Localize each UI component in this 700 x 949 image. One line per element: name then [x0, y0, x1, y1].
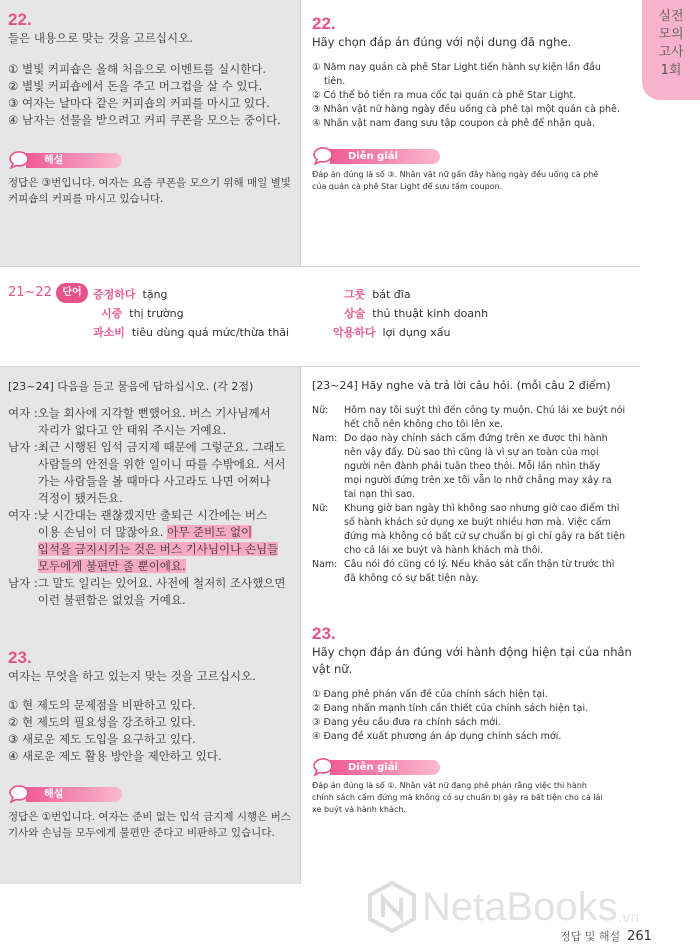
explanation-text: chính sách cấm đứng mà không có sự chuẩn bị gây ra bất tiện cho cả lái: [312, 793, 603, 802]
q23-korean: [8, 648, 298, 841]
explanation-text: 정답은 ③번입니다. 여자는 요즘 쿠폰을 모으기 위해 매일 별빛: [8, 177, 291, 189]
explanation-text: 정답은 ①번입니다. 여자는 준비 없는 입석 금지제 시행은 버스: [8, 811, 291, 823]
option-1-cont: tiên.: [324, 76, 346, 87]
q22-korean: [8, 10, 298, 207]
vocab-item: 시중 thị trường: [101, 307, 184, 320]
speech-bubble-icon: [8, 785, 30, 803]
section-header: [23~24] 다음을 듣고 물음에 답하십시오. (각 2점): [8, 380, 254, 393]
explanation-text: 커피숍의 커피를 마시고 있습니다.: [8, 193, 164, 205]
watermark-suffix: .vn: [617, 910, 640, 926]
footer-label: 정답 및 해설: [560, 930, 621, 943]
explanation-tag: [8, 785, 298, 803]
option-3: ③ Nhân vật nữ hàng ngày đều uống cà phê tại một quán cà phê.: [312, 104, 620, 115]
side-tab-line: 모의: [658, 27, 684, 42]
section-separator: [0, 266, 640, 267]
page-footer: [560, 928, 700, 944]
explanation-label: 해설: [26, 153, 122, 168]
option-2: ② 별빛 커피숍에서 돈을 주고 머그컵을 살 수 있다.: [8, 79, 263, 93]
highlighted-text: 입석을 금지시키는 것은 버스 기사님이나 손님들: [37, 542, 279, 556]
q2324-korean: [8, 378, 298, 609]
explanation-text: của quán cà phê Star Light để sưu tầm coupon.: [312, 182, 503, 191]
explanation-label: 해설: [26, 787, 122, 802]
option-3: ③ 새로운 제도 도입을 요구하고 있다.: [8, 732, 196, 746]
explanation-label: Diễn giải: [330, 149, 440, 164]
dialogue-line: Nữ: Khung giờ ban ngày thì không sao nhưng giờ cao điểm thì số hành khách sử dụng xe buýt nhiều hơn mà. Việc cấm đứng mà không có bất cứ sự chuẩn bị gì chỉ gây ra bất tiện cho cả lái xe buýt và hành khách mà thôi.: [312, 503, 626, 556]
vocab-left-list: [88, 285, 328, 342]
option-1: ① Năm nay quán cà phê Star Light tiến hành sự kiện lần đầu: [312, 62, 601, 73]
option-2: ② Có thể bỏ tiền ra mua cốc tại quán cà phê Star Light.: [312, 90, 577, 101]
option-1: ① Đang phê phán vấn đề của chính sách hiện tại.: [312, 689, 548, 700]
explanation-tag: [312, 147, 632, 165]
question-prompt: 들은 내용으로 맞는 것을 고르십시오.: [8, 31, 193, 45]
column-divider: [300, 366, 301, 884]
vocab-item: 그릇 bát đĩa: [344, 288, 411, 301]
side-tab-line: 실전: [658, 9, 684, 24]
q2324-vietnamese: [312, 378, 634, 586]
question-number: 22.: [8, 10, 32, 29]
option-4: ④ 남자는 선물을 받으려고 커피 쿠폰을 모으는 중이다.: [8, 113, 281, 127]
option-4: ④ Nhân vật nam đang sưu tập coupon cà phê để nhận quà.: [312, 118, 595, 129]
option-1: ① 현 제도의 문제점을 비판하고 있다.: [8, 698, 196, 712]
vocabulary-section: [8, 283, 638, 353]
question-prompt: Hãy chọn đáp án đúng với hành động hiện tại của nhân: [312, 645, 632, 659]
option-3: ③ 여자는 날마다 같은 커피숍의 커피를 마시고 있다.: [8, 96, 270, 110]
option-2: ② Đang nhấn mạnh tính cần thiết của chính sách hiện tại.: [312, 703, 589, 714]
speech-bubble-icon: [312, 147, 334, 165]
watermark-brand: NetaBooks: [422, 884, 618, 929]
vocab-item: 증정하다 tặng: [93, 288, 168, 301]
highlighted-text: 아무 준비도 없이: [167, 525, 253, 539]
dialogue-line: Nam: Câu nói đó cũng có lý. Nếu khảo sát cẩn thận từ trước thì đã không có sự bất tiện này.: [312, 559, 615, 584]
vocab-badge: 단어: [56, 283, 88, 303]
vocab-item: 상술 thủ thuật kinh doanh: [344, 307, 489, 320]
side-tab-label: [646, 8, 696, 80]
option-1: ① 별빛 커피숍은 올해 처음으로 이벤트를 실시한다.: [8, 62, 267, 76]
question-prompt: 여자는 무엇을 하고 있는지 맞는 것을 고르십시오.: [8, 669, 256, 683]
column-divider: [300, 0, 301, 266]
highlighted-text: 모두에게 불편만 줄 뿐이에요.: [37, 559, 186, 573]
explanation-text: Đáp án đúng là số ③. Nhân vật nữ gần đây hàng ngày đều uống cà phê: [312, 170, 599, 179]
q23-vietnamese: [312, 624, 634, 816]
dialogue-line: 여자 : 낮 시간대는 괜찮겠지만 출퇴근 시간에는 버스 이용 손님이 더 많잖아요. 아무 준비도 없이 입석을 금지시키는 것은 버스 기사님이나 손님들 모두에게 불편만 줄 뿐이에요.: [8, 508, 279, 573]
question-prompt-cont: vật nữ.: [312, 662, 353, 676]
dialogue-line: 남자 : 최근 시행된 입석 금지제 때문에 그렇군요. 그래도 사람들의 안전을 위한 일이니 따를 수밖에요. 서서 가는 사람들을 볼 때마다 사고라도 나면 어쩌나 걱정이 됐거든요.: [8, 440, 286, 505]
speech-bubble-icon: [312, 758, 334, 776]
section-separator: [0, 366, 640, 367]
question-number: 23.: [8, 648, 32, 667]
explanation-tag: [312, 758, 634, 776]
vocab-range: 21~22: [8, 285, 52, 300]
option-4: ④ 새로운 제도 활용 방안을 제안하고 있다.: [8, 749, 222, 763]
brand-logo-icon: [366, 881, 418, 933]
speech-bubble-icon: [8, 151, 30, 169]
explanation-text: xe buýt và hành khách.: [312, 805, 406, 814]
vocab-item: 과소비 tiêu dùng quá mức/thừa thãi: [93, 326, 290, 339]
option-3: ③ Đang yêu cầu đưa ra chính sách mới.: [312, 717, 501, 728]
dialogue-line: Nữ: Hôm nay tôi suýt thì đến công ty muộn. Chú lái xe buýt nói hết chỗ nên không cho tôi lên xe.: [312, 405, 626, 430]
vocab-right-list: [333, 285, 633, 342]
explanation-tag: [8, 151, 298, 169]
explanation-label: Diễn giải: [330, 760, 440, 775]
dialogue-line: 여자 : 오늘 회사에 지각할 뻔했어요. 버스 기사님께서 자리가 없다고 안 태워 주시는 거예요.: [8, 406, 271, 437]
question-number: 23.: [312, 624, 336, 643]
explanation-text: Đáp án đúng là số ①. Nhân vật nữ đang phê phán rằng việc thi hành: [312, 781, 587, 790]
dialogue-line: Nam: Do dạo này chính sách cấm đứng trên xe được thi hành nên vậy đấy. Dù sao thì cũng là vì sự an toàn của mọi người nên đành phải tuân theo thôi. Mỗi lần nhìn thấy mọi người đứng trên xe tôi vẫn lo nhỡ chẳng may xảy ra tai nạn thì sao.: [312, 433, 612, 500]
section-header: [23~24] Hãy nghe và trả lời câu hỏi. (mỗi câu 2 điểm): [312, 379, 611, 392]
explanation-text: 기사와 손님들 모두에게 불편만 준다고 비판하고 있습니다.: [8, 827, 275, 839]
vocab-item: 악용하다 lợi dụng xấu: [333, 326, 451, 339]
question-prompt: Hãy chọn đáp án đúng với nội dung đã nghe.: [312, 35, 572, 49]
page-number: 261: [627, 929, 652, 944]
dialogue-line: 남자 : 그 말도 일리는 있어요. 사전에 철저히 조사했으면 이런 불편함은 없었을 거예요.: [8, 576, 286, 607]
side-tab-line: 1회: [660, 63, 682, 78]
question-number: 22.: [312, 14, 336, 33]
q22-vietnamese: [312, 14, 632, 193]
option-2: ② 현 제도의 필요성을 강조하고 있다.: [8, 715, 196, 729]
option-4: ④ Đang đề xuất phương án áp dụng chính sách mới.: [312, 731, 562, 742]
side-tab-line: 고사: [658, 45, 684, 60]
